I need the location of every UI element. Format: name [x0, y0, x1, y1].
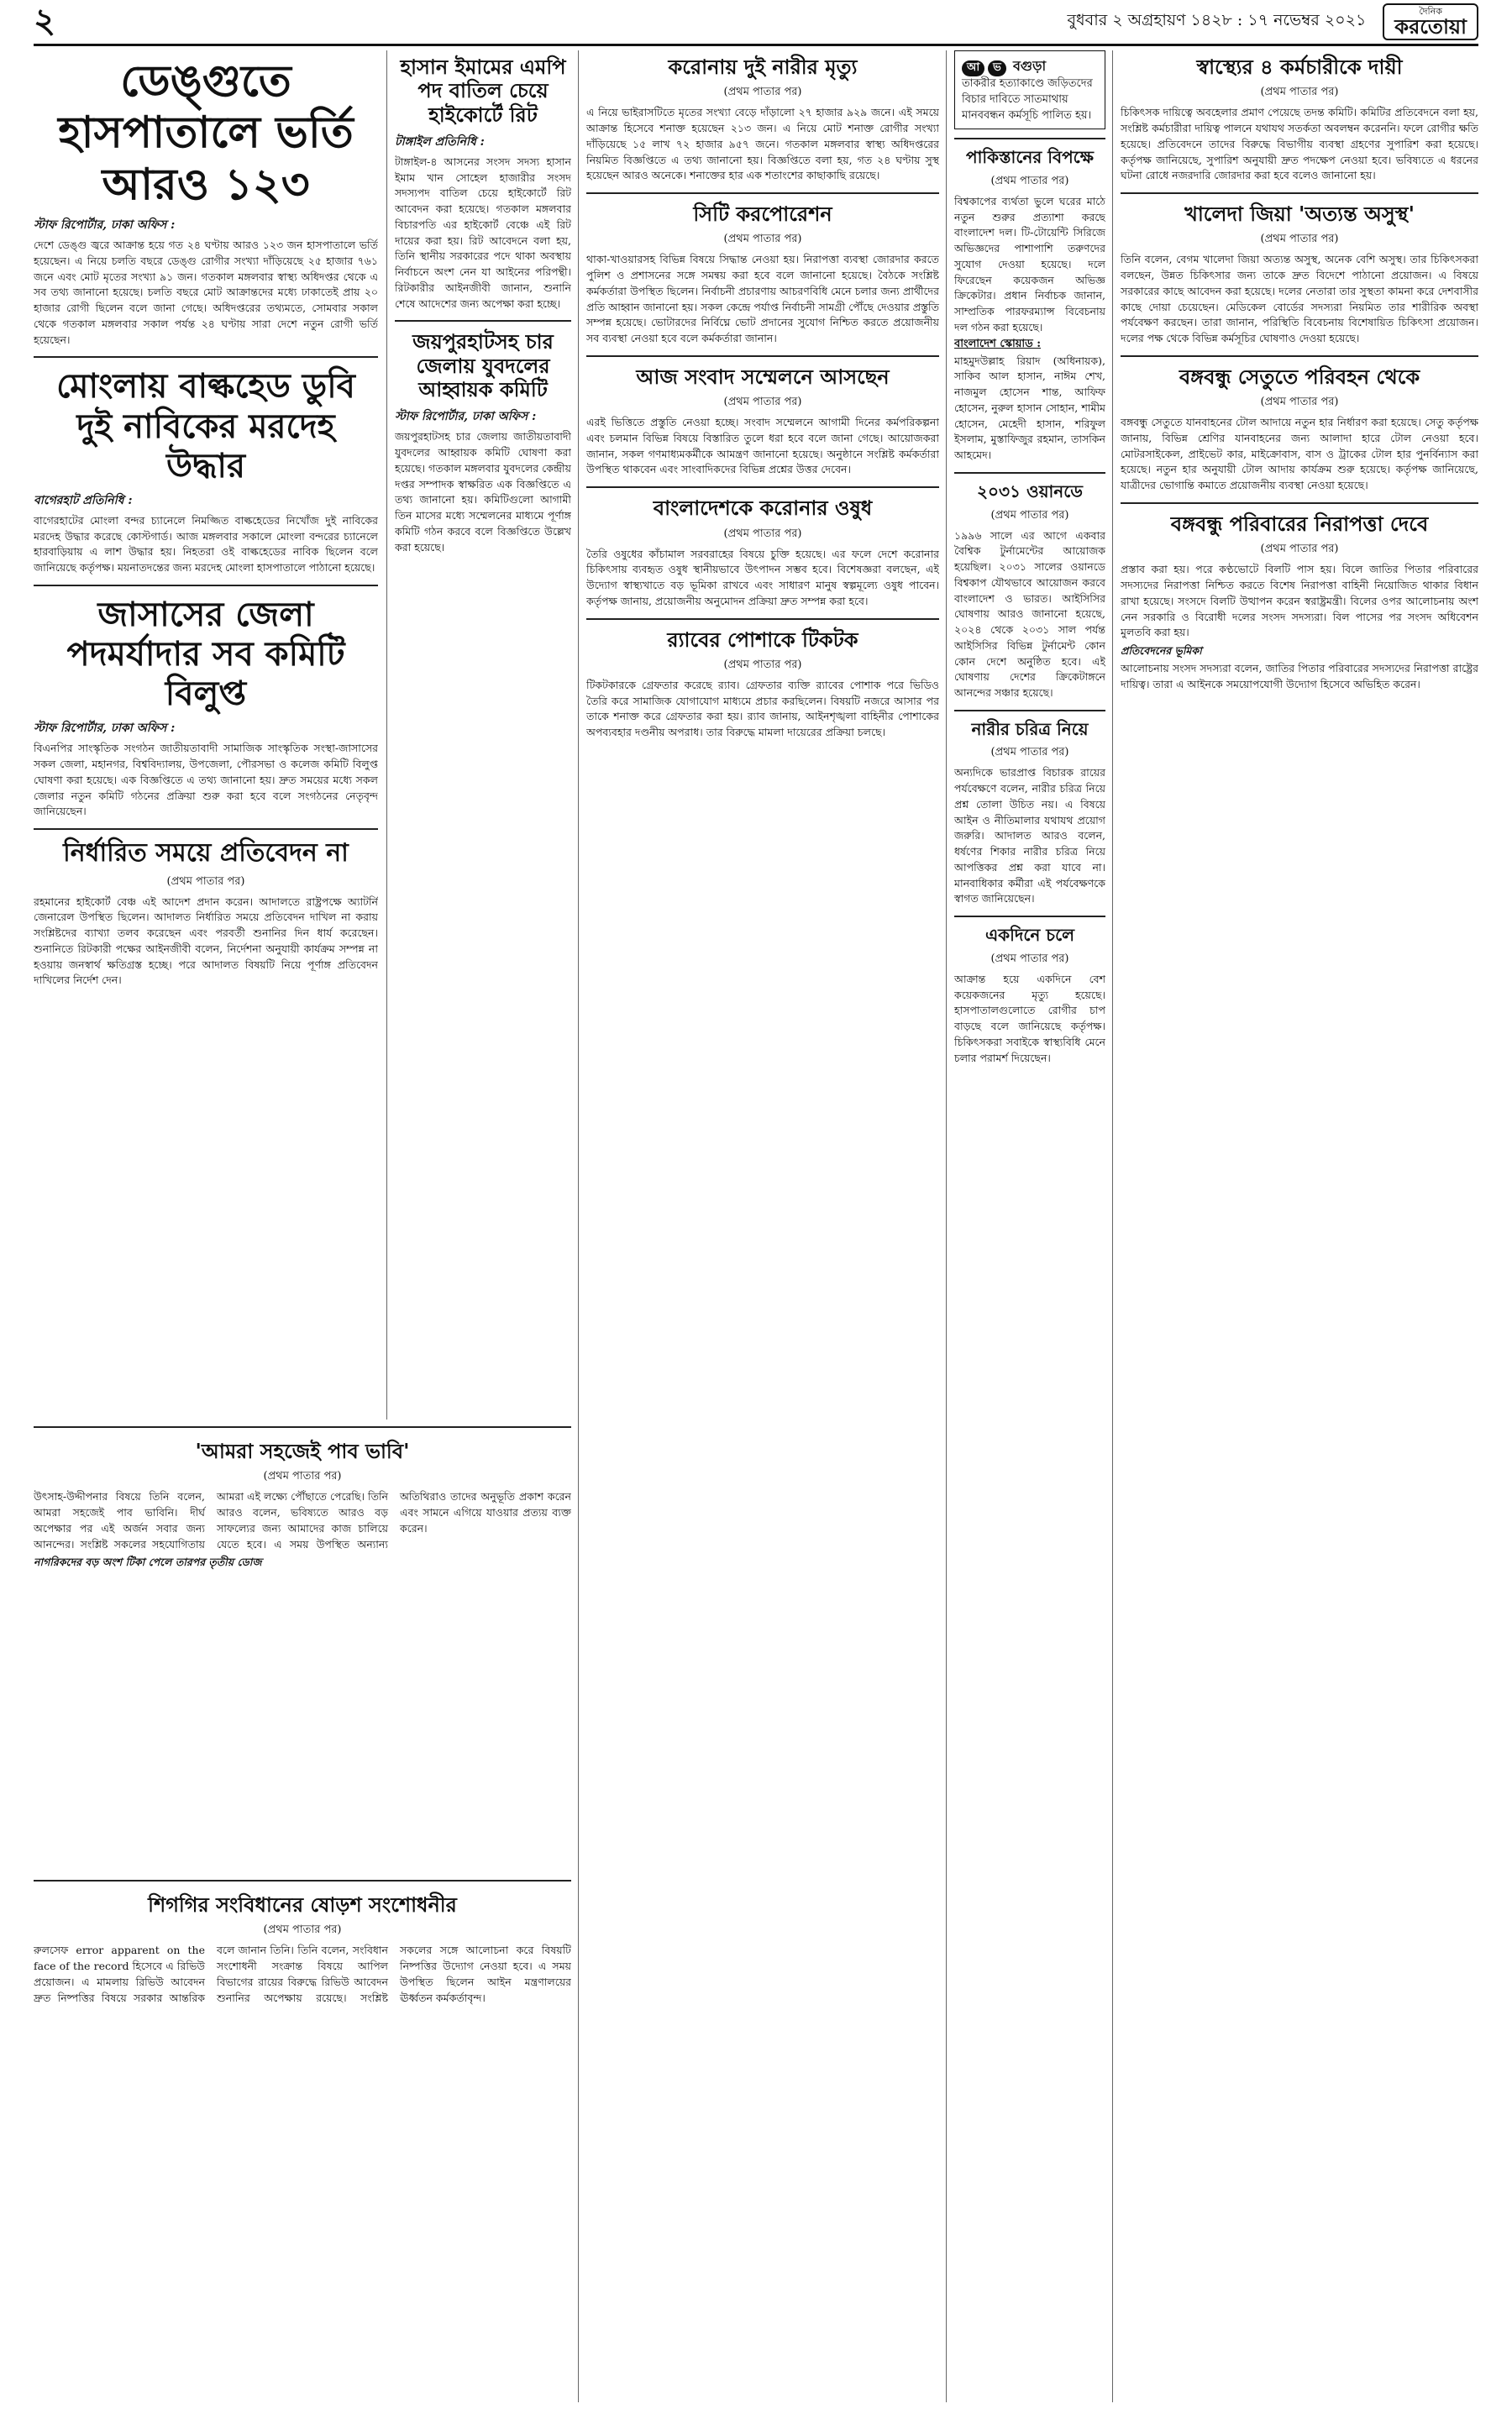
wc2031-article — [954, 482, 1105, 701]
newspaper-logo — [1383, 3, 1478, 41]
bogra-tag-b: ভ — [988, 60, 1006, 76]
divider — [954, 472, 1105, 474]
city-body: থাকা-খাওয়ারসহ বিভিন্ন বিষয়ে সিদ্ধান্ত নেওয়া হয়। নিরাপত্তা ব্যবস্থা জোরদার করতে পুলিশ ও প্রশাসনের সঙ্গে সমন্বয় করা হবে বলে জানানো হয়েছে। বৈঠকে সংশ্লিষ্ট কর্মকর্তারা উপস্থিত ছিলেন। নির্বাচনী প্রচারণায় আচরণবিধি মেনে চলার জন্য প্রার্থীদের প্রতি আহ্বান জানানো হয়। সকল কেন্দ্রে পর্যাপ্ত নির্বাচনী সামগ্রী পৌঁছে দেওয়ার প্রস্তুতি সম্পন্ন হয়েছে। ভোটারদের নির্বিঘ্নে ভোট প্রদানের সুযোগ নিশ্চিত করতে প্রয়োজনীয় সব ব্যবস্থা নেওয়া হবে বলে কর্মকর্তারা জানান। — [586, 253, 939, 345]
press-cont: (প্রথম পাতার পর) — [723, 396, 802, 409]
section-rule — [34, 1880, 571, 1882]
report-body: রহমানের হাইকোর্ট বেঞ্চ এই আদেশ প্রদান করেন। আদালতে রাষ্ট্রপক্ষে অ্যাটর্নি জেনারেল উপস্থিত ছিলেন। আদালত নির্ধারিত সময়ে প্রতিবেদন দাখিল না করায় সংশ্লিষ্টদের ব্যাখ্যা তলব করেছেন এবং পরবর্তী শুনানির দিন ধার্য করেছেন। শুনানিতে রিটকারী পক্ষের আইনজীবী বলেন, নির্দেশনা অনুযায়ী কার্যক্রম সম্পন্ন না হওয়ায় জনস্বার্থ ক্ষতিগ্রস্ত হচ্ছে। পরে আদালত বিষয়টি নিয়ে পূর্ণাঙ্গ প্রতিবেদন দাখিলের নির্দেশ দেন। — [34, 895, 378, 987]
press-body: এরই ভিত্তিতে প্রস্তুতি নেওয়া হচ্ছে। সংবাদ সম্মেলনে আগামী দিনের কর্মপরিকল্পনা এবং চলমান বিভিন্ন বিষয়ে বিস্তারিত তুলে ধরা হবে বলে জানা গেছে। আয়োজকরা জানান, সকল গণমাধ্যমকর্মীকে আমন্ত্রণ জানানো হয়েছে। অনুষ্ঠানে সংশ্লিষ্ট কর্মকর্তারা উপস্থিত থাকবেন এবং সাংবাদিকদের বিভিন্ন প্রশ্নের উত্তর দেবেন। — [586, 416, 939, 476]
sobhoje-article — [34, 1435, 571, 1871]
report-headline: নির্ধারিত সময়ে প্রতিবেদন না — [63, 838, 349, 869]
divider — [954, 916, 1105, 917]
sobhoje-body: উৎসাহ-উদ্দীপনার বিষয়ে তিনি বলেন, আমরা সহজেই পাব ভাবিনি। দীর্ঘ অপেক্ষার পর এই অর্জন সবার জন্য আনন্দের। সংশ্লিষ্ট সকলের সহযোগিতায় আমরা এই লক্ষ্যে পৌঁছাতে পেরেছি। তিনি আরও বলেন, ভবিষ্যতে আরও বড় সাফল্যের জন্য আমাদের কাজ চালিয়ে যেতে হবে। এ সময় উপস্থিত অন্যান্য অতিথিরাও তাদের অনুভূতি প্রকাশ করেন এবং সামনে এগিয়ে যাওয়ার প্রত্যয় ব্যক্ত করেন। — [34, 1490, 571, 1551]
divider — [34, 585, 378, 586]
vaccine-headline: বাংলাদেশকে করোনার ওষুধ — [653, 496, 873, 521]
corona-women-body: এ নিয়ে ভাইরাসটিতে মৃতের সংখ্যা বেড়ে দাঁড়ালো ২৭ হাজার ৯২৯ জনে। এই সময়ে আক্রান্ত হিসেবে শনাক্ত হয়েছেন ২১৩ জন। এ নিয়ে মোট শনাক্ত রোগীর সংখ্যা দাঁড়িয়েছে ১৫ লাখ ৭২ হাজার ৯৫৭ জনে। গতকাল মঙ্গলবার স্বাস্থ্য অধিদপ্তরের নিয়মিত বিজ্ঞপ্তিতে এ তথ্য জানানো হয়। বিজ্ঞপ্তিতে বলা হয়, গত ২৪ ঘণ্টায় সুস্থ হয়েছেন আরও অনেকে। শনাক্তের হার এক শতাংশের কাছাকাছি রয়েছে। — [586, 106, 939, 182]
rab-headline: র‍্যাবের পোশাকে টিকটক — [667, 627, 858, 652]
wc2031-cont: (প্রথম পাতার পর) — [990, 508, 1069, 522]
dengue-byline: স্টাফ রিপোর্টার, ঢাকা অফিস : — [34, 218, 176, 233]
bogra-tag-a: আ — [962, 60, 984, 76]
shishu-article — [34, 1888, 571, 2401]
column-rule — [946, 50, 947, 2402]
bridge-article — [1121, 365, 1478, 494]
press-headline: আজ সংবাদ সম্মেলনে আসছেন — [636, 364, 890, 389]
khaleda-headline: খালেদা জিয়া 'অত্যন্ত অসুস্থ' — [1184, 202, 1415, 227]
jasas-body: বিএনপির সাংস্কৃতিক সংগঠন জাতীয়তাবাদী সামাজিক সাংস্কৃতিক সংস্থা-জাসাসের সকল জেলা, মহানগর, বিশ্ববিদ্যালয়, উপজেলা, পৌরসভা ও কলেজ কমিটি বিলুপ্ত ঘোষণা করা হয়েছে। এক বিজ্ঞপ্তিতে এ তথ্য জানানো হয়। দ্রুত সময়ের মধ্যে সকল জেলার নতুন কমিটি গঠনের প্রক্রিয়া শুরু করা হবে বলে সংগঠনের নেতৃবৃন্দ জানিয়েছেন। — [34, 742, 378, 818]
column-rule — [578, 50, 579, 2402]
dateline: বুধবার ২ অগ্রহায়ণ ১৪২৮ : ১৭ নভেম্বর ২০২১ — [1067, 11, 1367, 29]
corona-women-cont: (প্রথম পাতার পর) — [723, 86, 802, 99]
wc2031-body: ১৯৯৬ সালে এর আগে একবার বৈশ্বিক টুর্নামেন্টের আয়োজক হয়েছিল। ২০৩১ সালের ওয়ানডে বিশ্বকাপ যৌথভাবে আয়োজন করবে বাংলাদেশ ও ভারত। আইসিসির ঘোষণায় আরও জানানো হয়েছে, ২০২৪ থেকে ২০৩১ সাল পর্যন্ত আইসিসির বিভিন্ন টুর্নামেন্ট কোন কোন দেশে অনুষ্ঠিত হবে। এই ঘোষণায় দেশের ক্রিকেটাঙ্গনে আনন্দের সঞ্চার হয়েছে। — [954, 528, 1105, 700]
sobhoje-note: নাগরিকদের বড় অংশ টিকা পেলে তারপর তৃতীয় ডোজ — [34, 1556, 262, 1569]
corona-women-headline: করোনায় দুই নারীর মৃত্যু — [668, 55, 858, 79]
report-article — [34, 838, 378, 989]
rab-article — [586, 628, 939, 741]
logo-top: দৈনিক — [1419, 5, 1442, 17]
report-cont: (প্রথম পাতার পর) — [166, 874, 245, 888]
mongla-byline: বাগেরহাট প্রতিনিধি : — [34, 493, 133, 507]
joypurhat-byline: স্টাফ রিপোর্টার, ঢাকা অফিস : — [395, 410, 537, 424]
pakistan-body: বিশ্বকাপের ব্যর্থতা ভুলে ঘরের মাঠে নতুন শুরুর প্রত্যাশা করছে বাংলাদেশ দল। টি-টোয়েন্টি সিরিজে অভিজ্ঞদের পাশাপাশি তরুণদের সুযোগ দেওয়া হয়েছে। দলে ফিরেছেন কয়েকজন অভিজ্ঞ ক্রিকেটার। প্রধান নির্বাচক জানান, সাম্প্রতিক পারফরম্যান্স বিবেচনায় দল গঠন করা হয়েছে। — [954, 194, 1105, 333]
khaleda-cont: (প্রথম পাতার পর) — [1260, 233, 1339, 246]
nari-cont: (প্রথম পাতার পর) — [990, 746, 1069, 759]
mongla-body: বাগেরহাটের মোংলা বন্দর চ্যানেলে নিমজ্জিত বাল্কহেডের নিখোঁজ দুই নাবিকের মরদেহ উদ্ধার করেছে কোস্টগার্ড। আজ মঙ্গলবার সকালে মোংলা বন্দরের চ্যানেলে হারবাড়িয়ায় এ লাশ উদ্ধার হয়। নিহতরা ওই বাল্কহেডের নাবিক ছিলেন বলে জানিয়েছে কর্তৃপক্ষ। ময়নাতদন্তের জন্য মরদেহ মোংলা হাসপাতালে পাঠানো হয়েছে। — [34, 513, 378, 575]
divider — [586, 486, 939, 488]
dengue-article — [34, 55, 378, 348]
health8-article — [1121, 55, 1478, 184]
wc2031-headline: ২০৩১ ওয়ানডে — [977, 480, 1083, 501]
column-rule — [386, 50, 387, 1420]
bogra-box — [954, 50, 1105, 129]
khaleda-body: তিনি বলেন, বেগম খালেদা জিয়া অত্যন্ত অসুস্থ, অনেক বেশি অসুস্থ। তার চিকিৎসকরা বলছেন, উন্নত চিকিৎসার জন্য তাকে দ্রুত বিদেশে পাঠানো প্রয়োজন। এ বিষয়ে সরকারের কাছে আবেদন করা হয়েছে। দলের নেতারা তার সুস্থতা কামনা করে দেশবাসীর কাছে দোয়া চেয়েছেন। মেডিকেল বোর্ডের সদস্যরা নিয়মিত তার শারীরিক অবস্থা পর্যবেক্ষণ করছেন। তারা জানান, পরিস্থিতি বিবেচনায় বিশেষায়িত চিকিৎসা প্রয়োজন। দলের পক্ষ থেকে বিভিন্ন কর্মসূচির ঘোষণাও দেওয়া হয়েছে। — [1121, 253, 1478, 345]
ekdin-cont: (প্রথম পাতার পর) — [990, 952, 1069, 965]
divider — [1121, 502, 1478, 504]
center-column — [586, 50, 939, 2402]
joypurhat-body: জয়পুরহাটসহ চার জেলায় জাতীয়তাবাদী যুবদলের আহ্বায়ক কমিটি ঘোষণা করা হয়েছে। গতকাল মঙ্গলবার যুবদলের কেন্দ্রীয় দপ্তর সম্পাদক স্বাক্ষরিত এক বিজ্ঞপ্তিতে এ তথ্য জানানো হয়। কমিটিগুলো আগামী তিন মাসের মধ্যে সম্মেলনের মাধ্যমে পূর্ণাঙ্গ কমিটি গঠন করবে বলে বিজ্ঞপ্তিতে উল্লেখ করা হয়েছে। — [395, 430, 571, 554]
hasan-headline: হাসান ইমামের এমপি পদ বাতিল চেয়ে হাইকোর্টে রিট — [400, 55, 566, 127]
shishu-headline: শিগগির সংবিধানের ষোড়শ সংশোধনীর — [148, 1892, 457, 1917]
column-rule — [1112, 50, 1113, 2402]
nari-body: অন্যদিকে ভারপ্রাপ্ত বিচারক রায়ের পর্যবেক্ষণে বলেন, নারীর চরিত্র নিয়ে প্রশ্ন তোলা উচিত নয়। এ বিষয়ে আইন ও নীতিমালার যথাযথ প্রয়োগ জরুরি। আদালত আরও বলেন, ধর্ষণের শিকার নারীর চরিত্র নিয়ে আপত্তিকর প্রশ্ন করা যাবে না। মানবাধিকার কর্মীরা এই পর্যবেক্ষণকে স্বাগত জানিয়েছেন। — [954, 766, 1105, 905]
divider — [395, 320, 571, 322]
divider — [1121, 192, 1478, 194]
divider — [586, 192, 939, 194]
family-cont: (প্রথম পাতার পর) — [1260, 543, 1339, 556]
khaleda-article — [1121, 202, 1478, 347]
divider — [954, 138, 1105, 139]
bridge-body: বঙ্গবন্ধু সেতুতে যানবাহনের টোল আদায়ে নতুন হার নির্ধারণ করা হয়েছে। সেতু কর্তৃপক্ষ জানায়, বিভিন্ন শ্রেণির যানবাহনের জন্য আলাদা হারে টোল নেওয়া হবে। মোটরসাইকেল, প্রাইভেট কার, মাইক্রোবাস, বাস ও ট্রাকের টোল হার পুনর্বিন্যাস করা হয়েছে। নতুন হার অনুযায়ী টোল আদায় কার্যক্রম শুরু হয়েছে। কর্তৃপক্ষ জানিয়েছে, যাত্রীদের ভোগান্তি কমাতে প্রয়োজনীয় ব্যবস্থা নেওয়া হয়েছে। — [1121, 416, 1478, 492]
jasas-byline: স্টাফ রিপোর্টার, ঢাকা অফিস : — [34, 722, 176, 736]
vaccine-cont: (প্রথম পাতার পর) — [723, 527, 802, 540]
health8-cont: (প্রথম পাতার পর) — [1260, 86, 1339, 99]
divider — [586, 618, 939, 620]
section-rule — [34, 1426, 571, 1428]
rab-cont: (প্রথম পাতার পর) — [723, 658, 802, 671]
pakistan-squad-label: বাংলাদেশ স্কোয়াড : — [954, 337, 1042, 350]
ekdin-article — [954, 926, 1105, 1066]
hasan-body: টাঙ্গাইল-৪ আসনের সংসদ সদস্য হাসান ইমাম খান সোহেল হাজারীর সংসদ সদস্যপদ বাতিল চেয়ে হাইকোর্টে রিট আবেদন করা হয়েছে। গতকাল মঙ্গলবার বিচারপতি এর হাইকোর্ট বেঞ্চে এই রিট দায়ের করা হয়। রিট আবেদনে বলা হয়, তিনি স্থানীয় সরকারের পদে থাকা অবস্থায় নির্বাচনে অংশ নেন যা আইনের পরিপন্থী। রিটকারীর আইনজীবী জানান, শুনানি শেষে আদেশের জন্য অপেক্ষা করা হচ্ছে। — [395, 155, 571, 310]
sobhoje-cont: (প্রথম পাতার পর) — [263, 1470, 342, 1483]
mongla-article — [34, 366, 378, 576]
family-body2: আলোচনায় সংসদ সদস্যরা বলেন, জাতির পিতার পরিবারের সদস্যদের নিরাপত্তা রাষ্ট্রের দায়িত্ব। তারা এ আইনকে সময়োপযোগী উদ্যোগ হিসেবে অভিহিত করেন। — [1121, 662, 1478, 690]
mongla-headline: মোংলায় বাল্কহেড ডুবি দুই নাবিকের মরদেহ উদ্ধার — [56, 366, 355, 485]
logo-name: করতোয়া — [1394, 14, 1467, 39]
sobhoje-headline: 'আমরা সহজেই পাব ভাবি' — [195, 1439, 410, 1463]
bridge-headline: বঙ্গবন্ধু সেতুতে পরিবহন থেকে — [1179, 364, 1420, 389]
city-cont: (প্রথম পাতার পর) — [723, 233, 802, 246]
bogra-body: তাকরীর হত্যাকাণ্ডে জড়িতদের বিচার দাবিতে সাতমাথায় মানববন্ধন কর্মসূচি পালিত হয়। — [962, 76, 1093, 122]
masthead — [34, 0, 1478, 46]
family-sub-note: প্রতিবেদনের ভূমিকা — [1121, 644, 1202, 657]
hasan-byline: টাঙ্গাইল প্রতিনিধি : — [395, 134, 485, 149]
city-headline: সিটি করপোরেশন — [693, 202, 832, 227]
divider — [586, 355, 939, 357]
hasan-article — [395, 55, 571, 312]
nari-article — [954, 720, 1105, 907]
shishu-body: রুলসেফ error apparent on the face of the record হিসেবে এ রিভিউ প্রয়োজন। এ মামলায় রিভিউ আবেদন দ্রুত নিষ্পত্তির বিষয়ে সরকার আন্তরিক বলে জানান তিনি। তিনি বলেন, সংবিধান সংশোধনী সংক্রান্ত বিষয়ে আপিল বিভাগের রায়ের বিরুদ্ধে রিভিউ আবেদন শুনানির অপেক্ষায় রয়েছে। সংশ্লিষ্ট সকলের সঙ্গে আলোচনা করে বিষয়টি নিষ্পত্তির উদ্যোগ নেওয়া হবে। এ সময় উপস্থিত ছিলেন আইন মন্ত্রণালয়ের ঊর্ধ্বতন কর্মকর্তাবৃন্দ। — [34, 1944, 571, 2004]
nari-headline: নারীর চরিত্র নিয়ে — [971, 718, 1089, 739]
divider — [954, 710, 1105, 711]
ekdin-body: আক্রান্ত হয়ে একদিনে বেশ কয়েকজনের মৃত্যু হয়েছে। হাসপাতালগুলোতে রোগীর চাপ বাড়ছে বলে জানিয়েছে কর্তৃপক্ষ। চিকিৎসকরা সবাইকে স্বাস্থ্যবিধি মেনে চলার পরামর্শ দিয়েছেন। — [954, 972, 1105, 1064]
divider — [1121, 355, 1478, 357]
bogra-place: বগুড়া — [1013, 58, 1047, 74]
jasas-headline: জাসাসের জেলা পদমর্যাদার সব কমিটি বিলুপ্ত — [66, 594, 345, 714]
second-column — [395, 50, 571, 1420]
family-article — [1121, 512, 1478, 693]
city-article — [586, 202, 939, 347]
joypurhat-headline: জয়পুরহাটসহ চার জেলায় যুবদলের আহ্বায়ক কমিটি — [412, 329, 554, 402]
jasas-article — [34, 595, 378, 820]
pakistan-headline: পাকিস্তানের বিপক্ষে — [966, 147, 1094, 168]
dengue-headline: ডেঙ্গুতে হাসপাতালে ভর্তি আরও ১২৩ — [58, 55, 354, 210]
pakistan-cont: (প্রথম পাতার পর) — [990, 174, 1069, 187]
corona-women-article — [586, 55, 939, 184]
vaccine-article — [586, 496, 939, 609]
rab-body: টিকটকারকে গ্রেফতার করেছে র‍্যাব। গ্রেফতার ব্যক্তি র‍্যাবের পোশাক পরে ভিডিও তৈরি করে সামাজিক যোগাযোগ মাধ্যমে প্রচার করছিলেন। বিষয়টি নজরে আসার পর তাকে শনাক্ত করে গ্রেফতার করা হয়। র‍্যাব জানায়, আইনশৃঙ্খলা বাহিনীর পোশাকের অপব্যবহার দণ্ডনীয় অপরাধ। তার বিরুদ্ধে মামলা দায়েরের প্রক্রিয়া চলছে। — [586, 678, 939, 739]
fourth-column — [954, 50, 1105, 2402]
dengue-body: দেশে ডেঙ্গু জ্বরে আক্রান্ত হয়ে গত ২৪ ঘণ্টায় আরও ১২৩ জন হাসপাতালে ভর্তি হয়েছেন। এ নিয়ে চলতি বছরে ডেঙ্গু রোগীর সংখ্যা দাঁড়িয়েছে ২৫ হাজার ৭৬১ জনে এবং মোট মৃতের সংখ্যা ৯১ জন। গতকাল মঙ্গলবার স্বাস্থ্য অধিদপ্তর থেকে এ সব তথ্য জানানো হয়েছে। চলতি বছরে মোট আক্রান্তদের মধ্যে ঢাকাতেই প্রায় ২০ হাজার রোগী ছিলেন বলে জানা গেছে। অধিদপ্তরের তথ্যমতে, সোমবার সকাল থেকে গতকাল মঙ্গলবার সকাল পর্যন্ত ২৪ ঘণ্টায় সারা দেশে নতুন রোগী ভর্তি হয়েছেন। — [34, 239, 378, 346]
ekdin-headline: একদিনে চলে — [984, 925, 1075, 946]
divider — [34, 828, 378, 830]
pakistan-squad: মাহমুদউল্লাহ রিয়াদ (অধিনায়ক), সাকিব আল হাসান, নাঈম শেখ, নাজমুল হোসেন শান্ত, আফিফ হোসেন, নুরুল হাসান সোহান, শামীম হোসেন, মেহেদী হাসান, শরিফুল ইসলাম, মুস্তাফিজুর রহমান, তাসকিন আহমেদ। — [954, 354, 1105, 462]
page-number: ২ — [34, 0, 56, 40]
vaccine-body: তৈরি ওষুধের কাঁচামাল সরবরাহের বিষয়ে চুক্তি হয়েছে। এর ফলে দেশে করোনার চিকিৎসায় ব্যবহৃত ওষুধ স্থানীয়ভাবে উৎপাদন সম্ভব হবে। বিশেষজ্ঞরা বলছেন, এই উদ্যোগ স্বাস্থ্যখাতে বড় ভূমিকা রাখবে এবং সাধারণ মানুষ স্বল্পমূল্যে ওষুধ পাবেন। কর্তৃপক্ষ জানায়, প্রয়োজনীয় অনুমোদন প্রক্রিয়া দ্রুত সম্পন্ন করা হবে। — [586, 547, 939, 607]
right-column — [1121, 50, 1478, 2402]
divider — [34, 356, 378, 358]
left-column — [34, 50, 378, 1420]
bridge-cont: (প্রথম পাতার পর) — [1260, 396, 1339, 409]
press-article — [586, 365, 939, 478]
pakistan-article — [954, 148, 1105, 464]
family-body: প্রস্তাব করা হয়। পরে কণ্ঠভোটে বিলটি পাস হয়। বিলে জাতির পিতার পরিবারের সদস্যদের নিরাপত্তা নিশ্চিত করতে বিশেষ নিরাপত্তা বাহিনী নিয়োজিত থাকার বিধান রাখা হয়েছে। সংসদে বিলটি উত্থাপন করেন স্বরাষ্ট্রমন্ত্রী। বিলের ওপর আলোচনায় অংশ নেন সরকারি ও বিরোধী দলের সংসদ সদস্যরা। বিল পাসের পর সংসদ অধিবেশন মুলতবি করা হয়। — [1121, 563, 1478, 639]
health8-body: চিকিৎসক দায়িত্বে অবহেলার প্রমাণ পেয়েছে তদন্ত কমিটি। কমিটির প্রতিবেদনে বলা হয়, সংশ্লিষ্ট কর্মচারীরা দায়িত্ব পালনে যথাযথ সতর্কতা অবলম্বন করেননি। ফলে রোগীর ক্ষতি হয়েছে। প্রতিবেদনে তাদের বিরুদ্ধে বিভাগীয় ব্যবস্থা গ্রহণের সুপারিশ করা হয়েছে। কর্তৃপক্ষ জানিয়েছে, সুপারিশ অনুযায়ী দ্রুত পদক্ষেপ নেওয়া হবে। ভবিষ্যতে এ ধরনের ঘটনা রোধে নজরদারি জোরদার করা হবে বলেও জানানো হয়। — [1121, 106, 1478, 182]
health8-headline: স্বাস্থ্যের ৪ কর্মচারীকে দায়ী — [1196, 55, 1403, 79]
joypurhat-article — [395, 330, 571, 555]
family-headline: বঙ্গবন্ধু পরিবারের নিরাপত্তা দেবে — [1170, 511, 1429, 536]
shishu-cont: (প্রথম পাতার পর) — [263, 1924, 342, 1937]
